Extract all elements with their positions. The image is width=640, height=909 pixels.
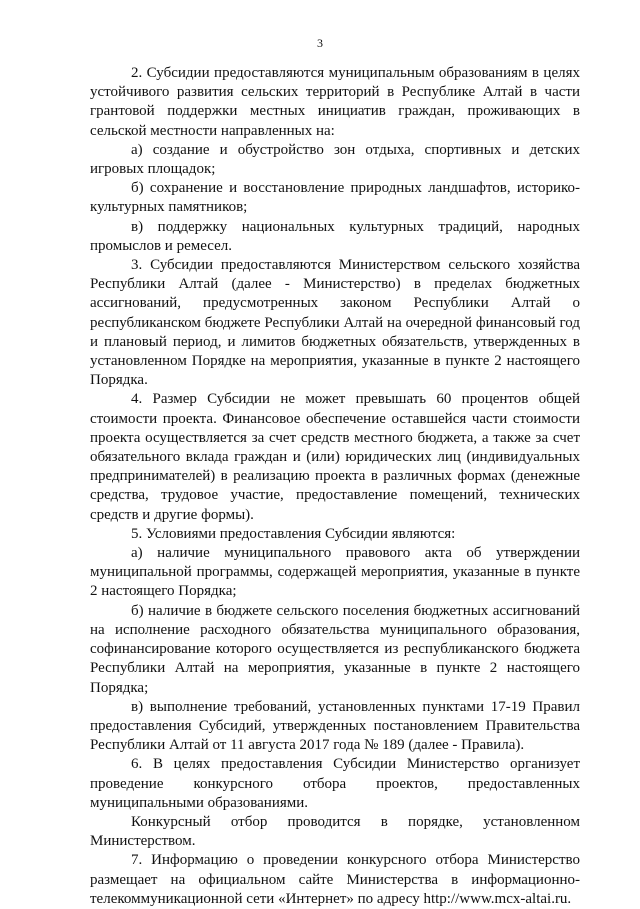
document-body (90, 64, 580, 909)
paragraph-5: 5. Условиями предоставления Субсидии являются: (131, 525, 456, 542)
paragraph-6-continuation: Конкурсный отбор проводится в порядке, установленном Министерством. (90, 813, 580, 850)
paragraph-6: 6. В целях предоставления Субсидии Министерство организует проведение конкурсного отбора проектов, предоставленных муниципальными образованиями. (90, 756, 580, 811)
paragraph-2a: а) создание и обустройство зон отдыха, спортивных и детских игровых площадок; (90, 141, 580, 178)
paragraph-3: 3. Субсидии предоставляются Министерством сельского хозяйства Республики Алтай (далее - Министерство) в пределах бюджетных ассигнований, предусмотренных законом Республики Алтай о республиканском бюджете Республики Алтай на очередной финансовый год и плановый период, и лимитов бюджетных обязательств, утвержденных в установленном Порядке на мероприятия, указанные в пункте 2 настоящего Порядка. (90, 257, 580, 389)
page-number: 3 (317, 36, 323, 50)
paragraph-2c: в) поддержку национальных культурных традиций, народных промыслов и ремесел. (90, 218, 580, 254)
paragraph-5b: б) наличие в бюджете сельского поселения бюджетных ассигнований на исполнение расходного обязательства муниципального образования, софинансирование которого осуществляется из республиканского бюджета Республики Алтай на мероприятия, указанные в пункте 2 настоящего Порядка; (90, 602, 580, 696)
paragraph-5a: а) наличие муниципального правового акта об утверждении муниципальной программы, содержащей мероприятия, указанные в пункте 2 настоящего Порядка; (90, 545, 580, 600)
paragraph-7: 7. Информацию о проведении конкурсного отбора Министерство размещает на официальном сайте Министерства в информационно-телекоммуникационной сети «Интернет» по адресу http://www.mcx-altai.ru. (90, 852, 580, 907)
paragraph-4: 4. Размер Субсидии не может превышать 60 процентов общей стоимости проекта. Финансовое обеспечение оставшейся части стоимости проекта осуществляется за счет средств местного бюджета, а также за счет обязательного вклада граждан и (или) юридических лиц (индивидуальных предпринимателей) в реализацию проекта в различных формах (денежные средства, трудовое участие, предоставление помещений, технических средств и другие формы). (90, 391, 580, 523)
paragraph-5c: в) выполнение требований, установленных пунктами 17-19 Правил предоставления Субсидий, утвержденных постановлением Правительства Республики Алтай от 11 августа 2017 года № 189 (далее - Правила). (90, 698, 580, 754)
paragraph-2b: б) сохранение и восстановление природных ландшафтов, историко-культурных памятников; (90, 180, 580, 216)
paragraph-2: 2. Субсидии предоставляются муниципальным образованиям в целях устойчивого развития сельских территорий в Республике Алтай в части грантовой поддержки местных инициатив граждан, проживающих в сельской местности направленных на: (90, 65, 580, 139)
